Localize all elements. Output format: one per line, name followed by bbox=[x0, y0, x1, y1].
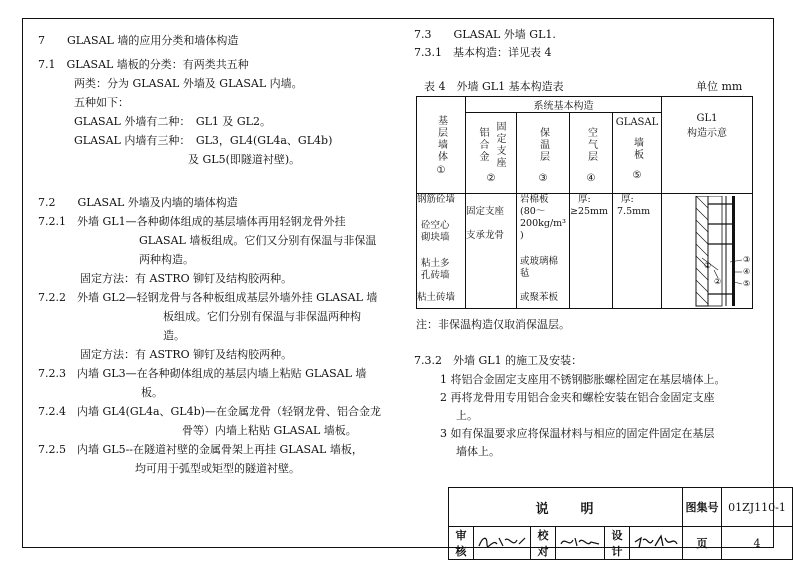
diagram-marker: ⑤ bbox=[743, 279, 751, 288]
text-line: 板组成。它们分别有保温与非保温两种构 bbox=[163, 310, 361, 323]
table-title: 表 4 外墙 GL1 基本构造表 bbox=[424, 80, 564, 93]
table-note: 注：非保温构造仅取消保温层。 bbox=[416, 318, 570, 331]
text-line: 均可用于弧型或矩型的隧道衬壁。 bbox=[135, 462, 300, 475]
section-7-heading: 7 GLASAL 墙的应用分类和墙体构造 bbox=[38, 34, 239, 47]
text-line: 造。 bbox=[163, 329, 185, 342]
page-label: 页 bbox=[683, 527, 722, 560]
cell-insulation: 岩棉板 (80～ 200kg/m³ ) 或玻璃棉 毡 或聚苯板 bbox=[517, 194, 570, 309]
text-line: 骨等）内墙上粘贴 GLASAL 墙板。 bbox=[182, 424, 357, 437]
install-step-3: 3 如有保温要求应将保温材料与相应的固定件固定在基层 bbox=[440, 427, 715, 440]
section-7-2-2: 7.2.2 外墙 GL2—轻钢龙骨与各种板组成基层外墙外挂 GLASAL 墙 bbox=[38, 291, 378, 304]
section-7-2-1: 7.2.1 外墙 GL1—各种砌体组成的基层墙体再用轻钢龙骨外挂 bbox=[38, 215, 346, 228]
design-signature-mark bbox=[633, 534, 679, 550]
diagram-marker: ① bbox=[704, 261, 712, 270]
cell-support: 固定支座 支承龙骨 bbox=[466, 194, 517, 309]
check-label: 校对 bbox=[531, 527, 556, 560]
text-line: 固定方法：有 ASTRO 铆钉及结构胶两种。 bbox=[80, 348, 293, 361]
section-7-2: 7.2 GLASAL 外墙及内墙的墙体构造 bbox=[38, 196, 238, 209]
col-base-wall: 基层墙体 ① bbox=[417, 97, 466, 194]
text-line: 板。 bbox=[141, 386, 163, 399]
review-signature bbox=[474, 527, 531, 560]
drawing-title: 说 明 bbox=[449, 488, 683, 527]
section-7-3-2: 7.3.2 外墙 GL1 的施工及安装： bbox=[414, 354, 583, 367]
atlas-label: 图集号 bbox=[683, 488, 722, 527]
check-signature-mark bbox=[559, 534, 601, 550]
check-signature bbox=[556, 527, 605, 560]
diagram-marker: ③ bbox=[743, 255, 751, 264]
text-line: 固定方法：有 ASTRO 铆钉及结构胶两种。 bbox=[80, 272, 293, 285]
col-air: 空气层 ④ bbox=[570, 113, 613, 194]
section-7-2-3: 7.2.3 内墙 GL3—在各种砌体组成的基层内墙上粘贴 GLASAL 墙 bbox=[38, 367, 367, 380]
design-label: 设计 bbox=[605, 527, 630, 560]
design-signature bbox=[630, 527, 683, 560]
text-line: 五种如下： bbox=[74, 96, 129, 109]
section-7-2-5: 7.2.5 内墙 GL5--在隧道衬壁的金属骨架上再挂 GLASAL 墙板， bbox=[38, 443, 363, 456]
install-step-2: 2 再将龙骨用专用铝合金夹和螺栓安装在铝合金固定支座 bbox=[440, 391, 715, 404]
text-line: 及 GL5(即隧道衬壁)。 bbox=[188, 153, 301, 166]
col-panel: GLASAL 墙板 ⑤ bbox=[613, 113, 662, 194]
review-label: 审核 bbox=[449, 527, 474, 560]
gl1-section-diagram bbox=[682, 196, 764, 308]
text-line: 上。 bbox=[456, 409, 478, 422]
table-unit: 单位 mm bbox=[696, 80, 743, 93]
text-line: GLASAL 内墙有三种： GL3，GL4(GL4a、GL4b) bbox=[74, 134, 333, 147]
review-signature-mark bbox=[477, 534, 527, 550]
atlas-number: 01ZJ110-1 bbox=[722, 488, 793, 527]
col-diagram-header: GL1 构造示意 bbox=[662, 97, 753, 194]
text-line: 两种构造。 bbox=[139, 253, 194, 266]
cell-base-wall: 钢筋砼墙 砼空心 砌块墙 粘土多 孔砖墙 粘土砖墙 bbox=[417, 194, 466, 309]
cell-panel: 厚: 7.5mm bbox=[613, 194, 662, 309]
text-line: GLASAL 外墙有二种： GL1 及 GL2。 bbox=[74, 115, 271, 128]
system-header: 系统基本构造 bbox=[466, 97, 662, 113]
title-block bbox=[448, 487, 793, 560]
section-7-3: 7.3 GLASAL 外墙 GL1. bbox=[414, 28, 556, 41]
col-support: 铝合金 固定支座 ② bbox=[466, 113, 517, 194]
section-7-1: 7.1 GLASAL 墙板的分类：有两类共五种 bbox=[38, 58, 249, 71]
section-7-2-4: 7.2.4 内墙 GL4(GL4a、GL4b)—在金属龙骨（轻钢龙骨、铝合金龙 bbox=[38, 405, 381, 418]
text-line: GLASAL 墙板组成。它们又分别有保温与非保温 bbox=[139, 234, 377, 247]
cell-air: 厚: ≥25mm bbox=[570, 194, 613, 309]
text-line: 两类：分为 GLASAL 外墙及 GLASAL 内墙。 bbox=[74, 77, 303, 90]
install-step-1: 1 将铝合金固定支座用不锈钢膨胀螺栓固定在基层墙体上。 bbox=[440, 373, 726, 386]
section-7-3-1: 7.3.1 基本构造：详见表 4 bbox=[414, 46, 552, 59]
text-line: 墙体上。 bbox=[456, 445, 500, 458]
diagram-marker: ② bbox=[714, 277, 722, 286]
col-insulation: 保温层 ③ bbox=[517, 113, 570, 194]
diagram-marker: ④ bbox=[743, 267, 751, 276]
page-number: 4 bbox=[722, 527, 793, 560]
